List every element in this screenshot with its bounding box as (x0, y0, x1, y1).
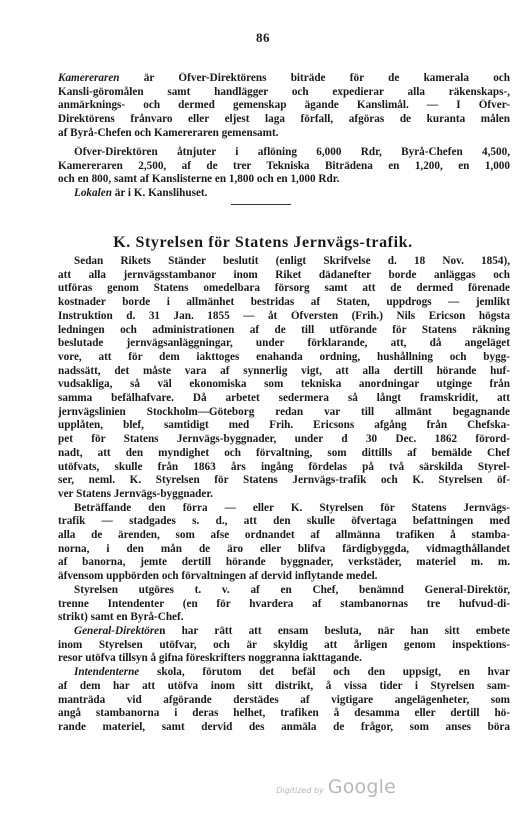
text-line: af dem har att utöfva inom sitt distrikt, å vissa tider i Styrelsen sam- (58, 679, 510, 692)
text-line: att alla jernvägsstambanor inom Riket dädanefter borde anläggas och (58, 268, 510, 281)
salary-paragraph (58, 146, 510, 201)
text-line: alla de ärenden, som afse ordnandet af allmänna trafiken å stamba- (58, 529, 510, 542)
text-line: kostnader borde i allmänhet bestridas af Staten, uppdrogs — jemlikt (58, 296, 510, 309)
text-line: strikt) samt en Byrå-Chef. (58, 611, 184, 624)
section-body (58, 255, 510, 735)
text-run: skola, förutom det befäl och den uppsigt, en hvar (139, 666, 510, 679)
text-line: af Byrå-Chefen och Kamereraren gemensamt. (58, 126, 279, 139)
text-line: Instruktion d. 31 Jan. 1855 — åt Öfversten (Frih.) Nils Ericson högsta (58, 309, 510, 322)
text-line: trenne Intendenter (en för hvardera af stambanornas tre hufvud-di- (58, 597, 510, 610)
text-line: samma befälhafvare. Då arbetet sedermera så långt framskridit, att (58, 392, 510, 405)
text-line: beslutade jernvägsanläggningar, under förklarande, att, då angeläget (58, 337, 510, 350)
text-line: Beträffande den förra — eller K. Styrelsen för Statens Jernvägs- (74, 501, 510, 514)
text-line: upplåten, blef, samtidigt med Frih. Ericsons afgång från Chefska- (58, 419, 510, 432)
text-line: Kamereraren 2,500, af de trer Tekniska Biträdena en 1,200, en 1,000 (58, 159, 510, 172)
text-line: Kansli-göromålen samt handlägger och expedierar alla räkenskaps-, (58, 85, 510, 98)
text-line: ledningen och administrationen af de till utförande för Statens räkning (58, 323, 510, 336)
digitized-watermark (276, 776, 396, 798)
text-line: vudsakliga, så väl ekonomiska som tekniska anordningar utginge från (58, 378, 510, 391)
text-line: pet för Statens Jernvägs-byggnader, under d 30 Dec. 1862 förord- (58, 433, 510, 446)
text-line: resor utöfva tillsyn å gifna föreskrifters noggranna iakttagande. (58, 652, 362, 665)
text-line: nadt, att den myndighet och förvaltning, som dittills af bemälde Chef (58, 446, 510, 459)
text-line: utföras genom Statens omedelbara försorg samt att de dermed förenade (58, 282, 510, 295)
text-line: inom Styrelsen utöfvar, och är skyldig att årligen genom inspektions- (58, 638, 510, 651)
text-line: ser, neml. K. Styrelsen för Statens Jernvägs-trafik och K. Styrelsen öf- (58, 474, 510, 487)
text-line: och en 800, samt af Kanslisterne en 1,800 och en 1,000 Rdr. (58, 173, 340, 186)
text-line: anmärknings- och dermed gemenskap ägande Kanslimål. — I Öfver- (58, 99, 510, 112)
text-line (58, 625, 510, 639)
text-run: är i K. Kanslihuset. (111, 187, 208, 200)
text-line (58, 72, 510, 86)
text-line: Sedan Rikets Ständer beslutit (enligt Skrifvelse d. 18 Nov. 1854), (74, 255, 510, 267)
page-number: 86 (256, 30, 270, 45)
italic-term: General-Direktöre (74, 624, 160, 637)
text-line: nadssätt, det måste vara af synnerlig vigt, att alla dertill hörande huf- (58, 364, 510, 377)
google-logo: Google (327, 776, 396, 798)
text-line: af banorna, jemte dertill hörande byggnader, verkstäder, materiel m. m. (58, 556, 510, 569)
intro-paragraph (58, 72, 510, 141)
text-line: ver Statens Jernvägs-byggnader. (58, 487, 214, 500)
italic-term: Lokalen (74, 187, 112, 200)
text-line: utöfvats, skulle från 1863 års ingång fördelas på två särskilda Styrel- (58, 460, 510, 473)
text-line: äfvensom uppbörden och förvaltningen af dervid inflytande medel. (58, 570, 378, 583)
text-line: manträda vid afgörande derstädes af vigtigare angelägenheter, som (58, 693, 510, 706)
text-run: n har rätt att ensam besluta, när han sitt embete (159, 624, 510, 637)
text-run: är Öfver-Direktörens biträde för de kamerala och (119, 72, 510, 84)
digitized-label: Digitized by (276, 786, 324, 795)
text-line: trafik — stadgades s. d., att den skulle öfvertaga befattningen med (58, 515, 510, 528)
text-line: vore, att för dem iakttoges enahanda ordning, hushållning och bygg- (58, 350, 510, 363)
section-heading: K. Styrelsen för Statens Jernvägs-trafik. (113, 234, 413, 251)
text-line: Öfver-Direktören åtnjuter i aflöning 6,000 Rdr, Byrå-Chefen 4,500, (74, 146, 510, 158)
text-line: angå stambanorna i deras helhet, trafiken å desamma eller dertill hö- (58, 707, 510, 720)
text-line: norna, i den mån de äro eller blifva färdigbyggda, vidmagthållandet (58, 542, 510, 555)
text-line (58, 666, 510, 680)
text-line: Styrelsen utgöres t. v. af en Chef, benämnd General-Direktör, (74, 583, 510, 596)
italic-term: Kamereraren (58, 72, 120, 84)
text-line: rande materiel, samt dervid des anmäla de frågor, som anses böra (58, 720, 510, 733)
text-line: Direktörens frånvaro eller eljest laga förfall, afgöras de kuranta målen (58, 113, 510, 126)
italic-term: Intendenterne (74, 666, 140, 679)
text-line (58, 187, 510, 201)
section-divider (231, 204, 291, 205)
text-line: jernvägslinien Stockholm—Göteborg redan var till allmänt begagnande (58, 405, 510, 418)
